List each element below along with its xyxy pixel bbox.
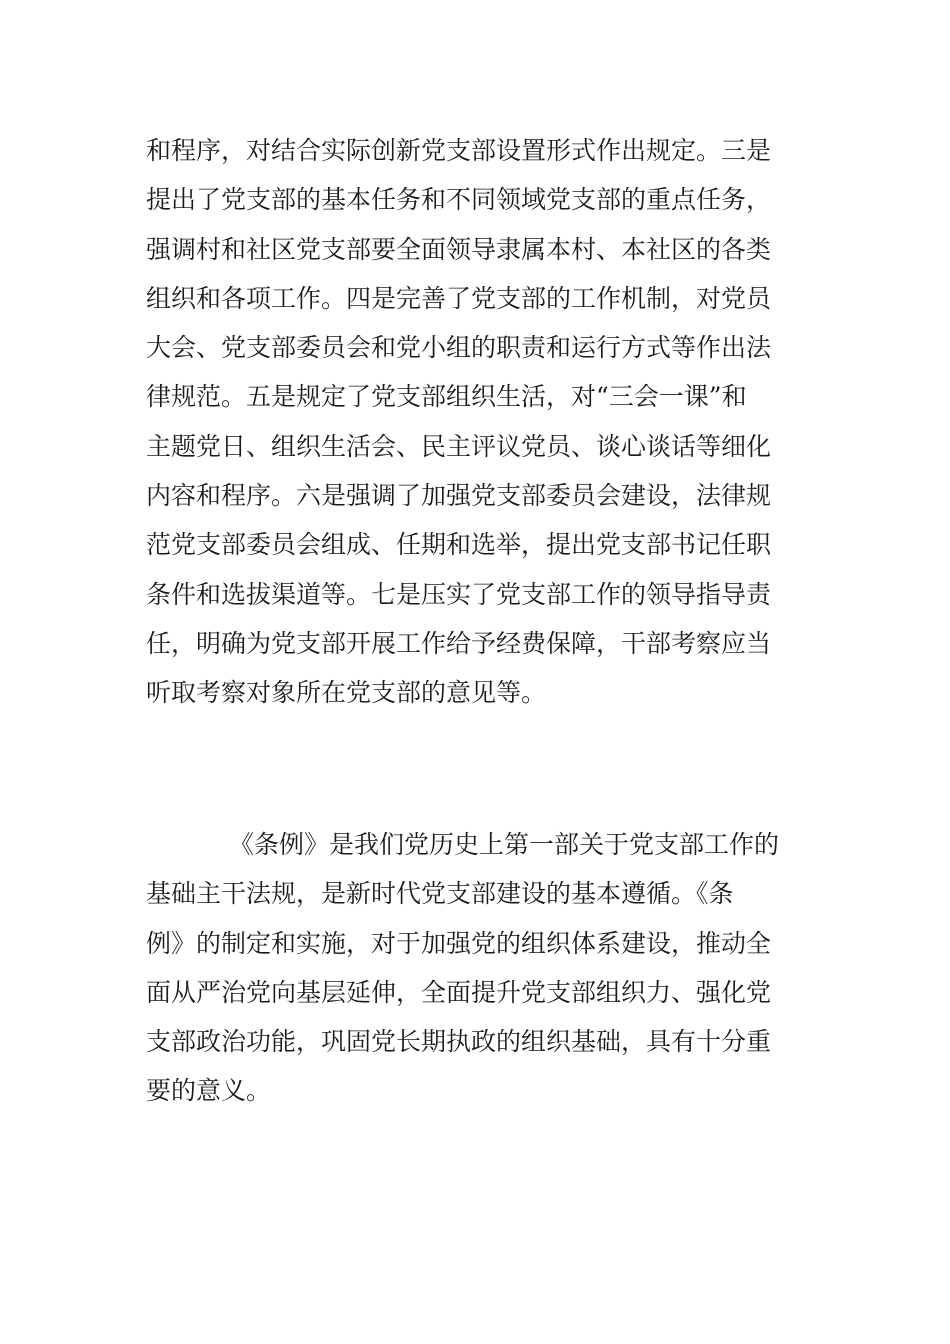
paragraph-1-line: 强调村和社区党支部要全面领导隶属本村、本社区的各类 <box>146 234 772 264</box>
paragraph-2-line: 面从严治党向基层延伸，全面提升党支部组织力、强化党 <box>146 977 772 1007</box>
paragraph-1-line: 任，明确为党支部开展工作给予经费保障，干部考察应当 <box>146 628 772 658</box>
paragraph-2-first-line: 《条例》是我们党历史上第一部关于党支部工作的 <box>229 830 780 859</box>
paragraph-2 <box>146 820 808 1116</box>
paragraph-1-line: 范党支部委员会组成、任期和选举，提出党支部书记任职 <box>146 530 772 560</box>
paragraph-1-line: 听取考察对象所在党支部的意见等。 <box>146 678 547 708</box>
paragraph-1-line: 组织和各项工作。四是完善了党支部的工作机制，对党员 <box>146 283 772 313</box>
paragraph-2-line: 要的意义。 <box>146 1076 272 1106</box>
paragraph-1-line: 主题党日、组织生活会、民主评议党员、谈心谈话等细化 <box>146 431 772 461</box>
paragraph-2-line: 基础主干法规，是新时代党支部建设的基本遵循。《条 <box>146 879 734 909</box>
paragraph-1-line: 内容和程序。六是强调了加强党支部委员会建设，法律规 <box>146 481 772 511</box>
paragraph-1-line: 大会、党支部委员会和党小组的职责和运行方式等作出法 <box>146 333 772 363</box>
paragraph-2-line: 例》的制定和实施，对于加强党的组织体系建设，推动全 <box>146 928 772 958</box>
paragraph-1-line: 和程序，对结合实际创新党支部设置形式作出规定。三是 <box>146 136 772 165</box>
paragraph-2-line: 支部政治功能，巩固党长期执政的组织基础，具有十分重 <box>146 1027 772 1057</box>
paragraph-1-line: 律规范。五是规定了党支部组织生活，对“三会一课”和 <box>146 382 747 412</box>
paragraph-1-line: 提出了党支部的基本任务和不同领域党支部的重点任务， <box>146 185 772 215</box>
paragraph-1 <box>146 126 808 718</box>
paragraph-1-line: 条件和选拔渠道等。七是压实了党支部工作的领导指导责 <box>146 579 772 609</box>
